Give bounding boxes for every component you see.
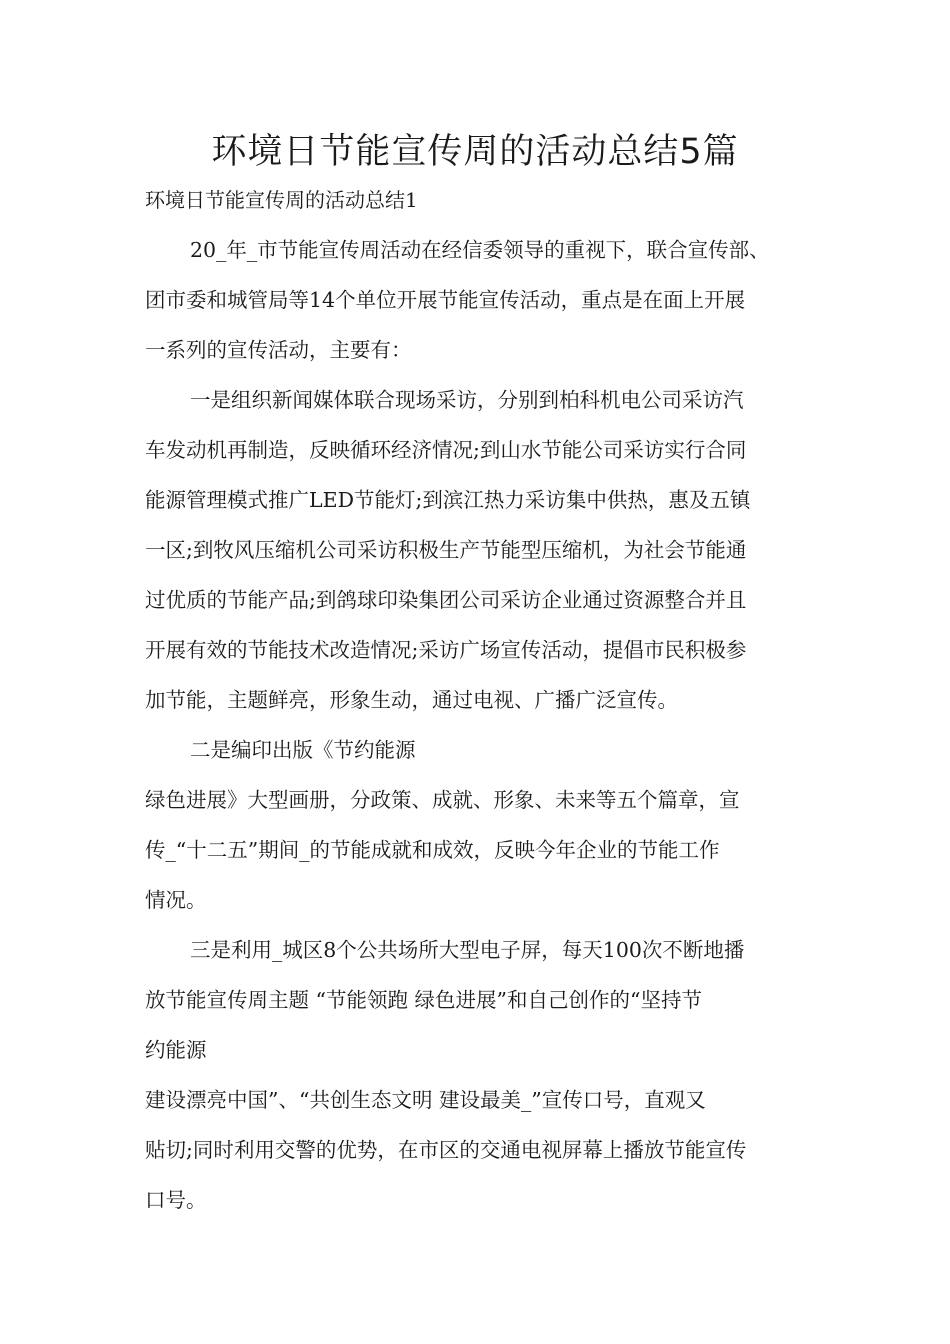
section-heading: 环境日节能宣传周的活动总结1 <box>145 188 418 212</box>
text-line: 过优质的节能产品;到鸽球印染集团公司采访企业通过资源整合并且 <box>145 588 747 612</box>
text-line: 20_年_市节能宣传周活动在经信委领导的重视下，联合宣传部、 <box>190 238 770 262</box>
text-line: 加节能，主题鲜亮，形象生动，通过电视、广播广泛宣传。 <box>145 688 678 712</box>
text-line: 开展有效的节能技术改造情况;采访广场宣传活动，提倡市民积极参 <box>145 638 747 662</box>
text-line: 贴切;同时利用交警的优势，在市区的交通电视屏幕上播放节能宣传 <box>145 1138 747 1162</box>
text-line: 一是组织新闻媒体联合现场采访，分别到柏科机电公司采访汽 <box>190 388 744 412</box>
text-line: 三是利用_城区8个公共场所大型电子屏，每天100次不断地播 <box>190 938 745 962</box>
text-line: 绿色进展》大型画册，分政策、成就、形象、未来等五个篇章，宣 <box>145 788 740 812</box>
document-body <box>145 230 825 1230</box>
text-line: 传_“十二五”期间_的节能成就和成效，反映今年企业的节能工作 <box>145 838 720 862</box>
text-line: 车发动机再制造，反映循环经济情况;到山水节能公司采访实行合同 <box>145 438 747 462</box>
text-line: 约能源 <box>145 1038 207 1062</box>
text-line: 情况。 <box>145 888 207 912</box>
text-line: 一区;到牧风压缩机公司采访积极生产节能型压缩机，为社会节能通 <box>145 538 747 562</box>
text-line: 二是编印出版《节约能源 <box>190 738 416 762</box>
text-line: 放节能宣传周主题 “节能领跑 绿色进展”和自己创作的“坚持节 <box>145 988 702 1012</box>
text-line: 一系列的宣传活动，主要有： <box>145 338 412 362</box>
text-line: 建设漂亮中国”、“共创生态文明 建设最美_”宣传口号，直观又 <box>145 1088 706 1112</box>
text-line: 能源管理模式推广LED节能灯;到滨江热力采访集中供热，惠及五镇 <box>145 488 751 512</box>
document-title: 环境日节能宣传周的活动总结5篇 <box>211 132 739 172</box>
text-line: 团市委和城管局等14个单位开展节能宣传活动，重点是在面上开展 <box>145 288 746 312</box>
text-line: 口号。 <box>145 1188 207 1212</box>
